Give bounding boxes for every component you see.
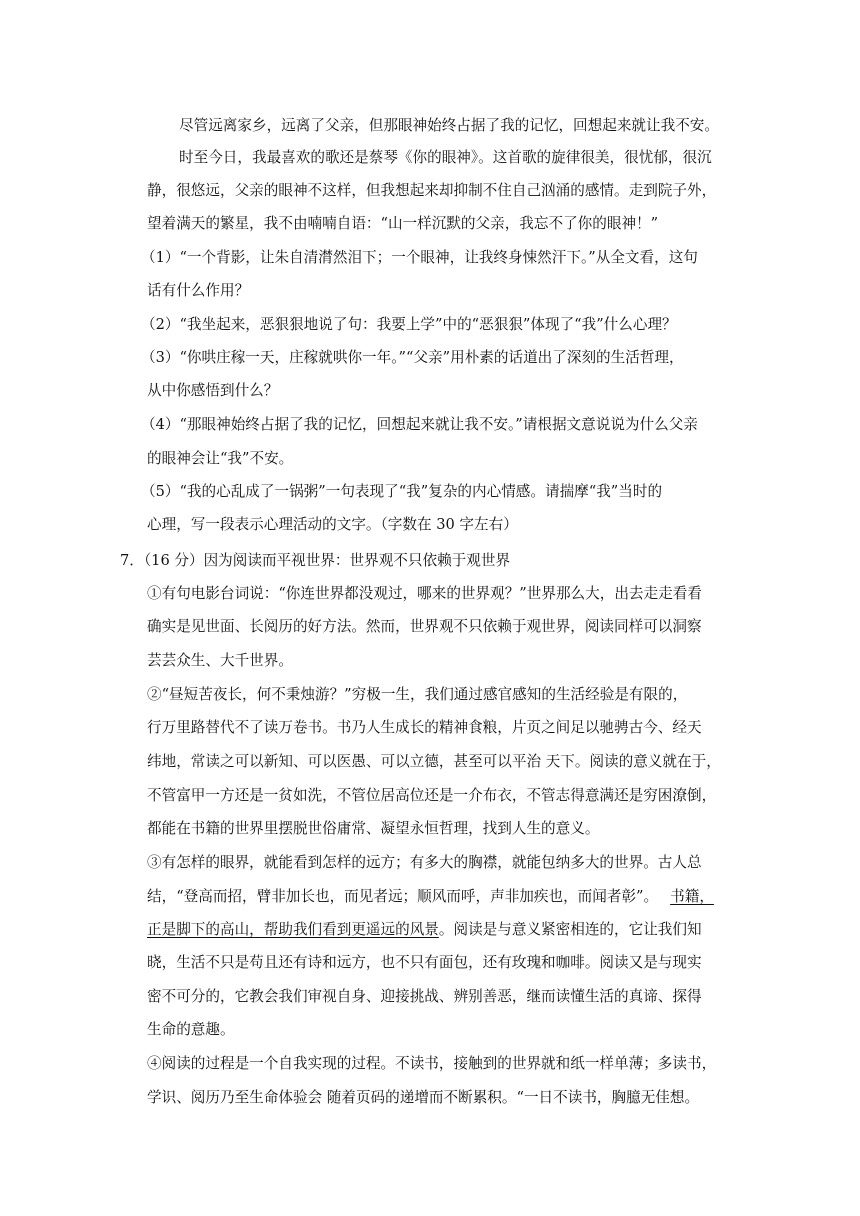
q7-paragraph-1-line: 确实是见世面、长阅历的好方法。然而，世界观不只依赖于观世界，阅读同样可以洞察 xyxy=(147,618,702,635)
q7-paragraph-3-line: 生命的意趣。 xyxy=(147,1021,235,1038)
q7-paragraph-4-line: 学识、阅历乃至生命体验会 随着页码的递增而不断累积。“一日不读书，胸臆无佳想。 xyxy=(147,1089,700,1106)
q7-paragraph-1-line: ①有句电影台词说：“你连世界都没观过，哪来的世界观？”世界那么大，出去走走看看 xyxy=(147,585,702,602)
q7-paragraph-3-line xyxy=(147,920,702,940)
question-4-line: 的眼神会让“我”不安。 xyxy=(147,450,294,467)
q7-paragraph-3-line: 密不可分的，它教会我们审视自身、迎接挑战、辨别善恶，继而读懂生活的真谛、探得 xyxy=(147,988,702,1005)
question-5-line: 心理，写一段表示心理活动的文字。（字数在 30 字左右） xyxy=(147,516,518,533)
q7-paragraph-3-text: 。阅读是与意义紧密相连的，它让我们知 xyxy=(438,921,702,938)
q7-paragraph-2-line: 行万里路替代不了读万卷书。书乃人生成长的精神食粮，片页之间足以驰骋古今、经天 xyxy=(147,719,702,736)
question-1-line: （1）“一个背影，让朱自清潸然泪下；一个眼神，让我终身悚然汗下。”从全文看，这句 xyxy=(141,249,698,266)
q7-paragraph-2-line: 不管富甲一方还是一贫如洗，不管位居高位还是一介布衣，不管志得意满还是穷困潦倒， xyxy=(147,787,717,804)
q7-paragraph-3-line: ③有怎样的眼界，就能看到怎样的远方；有多大的胸襟，就能包纳多大的世界。古人总 xyxy=(147,854,702,871)
passage-paragraph-line: 静，很悠远，父亲的眼神不这样，但我想起来却抑制不住自己汹涌的感情。走到院子外， xyxy=(147,182,717,199)
question-3-line: （3）“你哄庄稼一天，庄稼就哄你一年。”“父亲”用朴素的话道出了深刻的生活哲理， xyxy=(141,349,684,366)
underlined-sentence: 书籍， xyxy=(670,888,714,905)
question-4-line: （4）“那眼神始终占据了我的记忆，回想起来就让我不安。”请根据文意说说为什么父亲 xyxy=(141,416,698,433)
passage-paragraph-line: 尽管远离家乡，远离了父亲，但那眼神始终占据了我的记忆，回想起来就让我不安。 xyxy=(179,117,719,134)
question-7-header: 7．（16 分）因为阅读而平视世界：世界观不只依赖于观世界 xyxy=(120,552,511,569)
q7-paragraph-3-text: 结，“登高而招，臂非加长也，而见者远；顺风而呼，声非加疾也，而闻者彰”。 xyxy=(147,888,659,905)
question-3-line: 从中你感悟到什么？ xyxy=(147,382,279,399)
q7-paragraph-3-line xyxy=(147,887,714,907)
q7-paragraph-3-line: 晓，生活不只是苟且还有诗和远方，也不只有面包，还有玫瑰和咖啡。阅读又是与现实 xyxy=(147,954,702,971)
passage-paragraph-line: 时至今日，我最喜欢的歌还是蔡琴《你的眼神》。这首歌的旋律很美，很忧郁，很沉 xyxy=(179,149,712,166)
passage-paragraph-line: 望着满天的繁星，我不由喃喃自语：“山一样沉默的父亲，我忘不了你的眼神！” xyxy=(147,215,659,232)
q7-paragraph-2-line: 纬地，常读之可以新知、可以医愚、可以立德，甚至可以平治 天下。阅读的意义就在于， xyxy=(147,753,721,770)
underlined-sentence: 正是脚下的高山，帮助我们看到更遥远的风景 xyxy=(147,921,439,938)
q7-paragraph-1-line: 芸芸众生、大千世界。 xyxy=(147,652,293,669)
q7-paragraph-2-line: ②“昼短苦夜长，何不秉烛游？”穷极一生，我们通过感官感知的生活经验是有限的， xyxy=(147,686,688,703)
q7-paragraph-2-line: 都能在书籍的世界里摆脱世俗庸常、凝望永恒哲理，找到人生的意义。 xyxy=(147,820,600,837)
question-5-line: （5）“我的心乱成了一锅粥”一句表现了“我”复杂的内心情感。请揣摩“我”当时的 xyxy=(141,483,663,500)
q7-paragraph-4-line: ④阅读的过程是一个自我实现的过程。不读书，接触到的世界就和纸一样单薄；多读书， xyxy=(147,1055,717,1072)
question-2-line: （2）“我坐起来，恶狠狠地说了句：我要上学”中的“恶狠狠”体现了“我”什么心理？ xyxy=(141,316,677,333)
question-1-line: 话有什么作用？ xyxy=(147,282,250,299)
